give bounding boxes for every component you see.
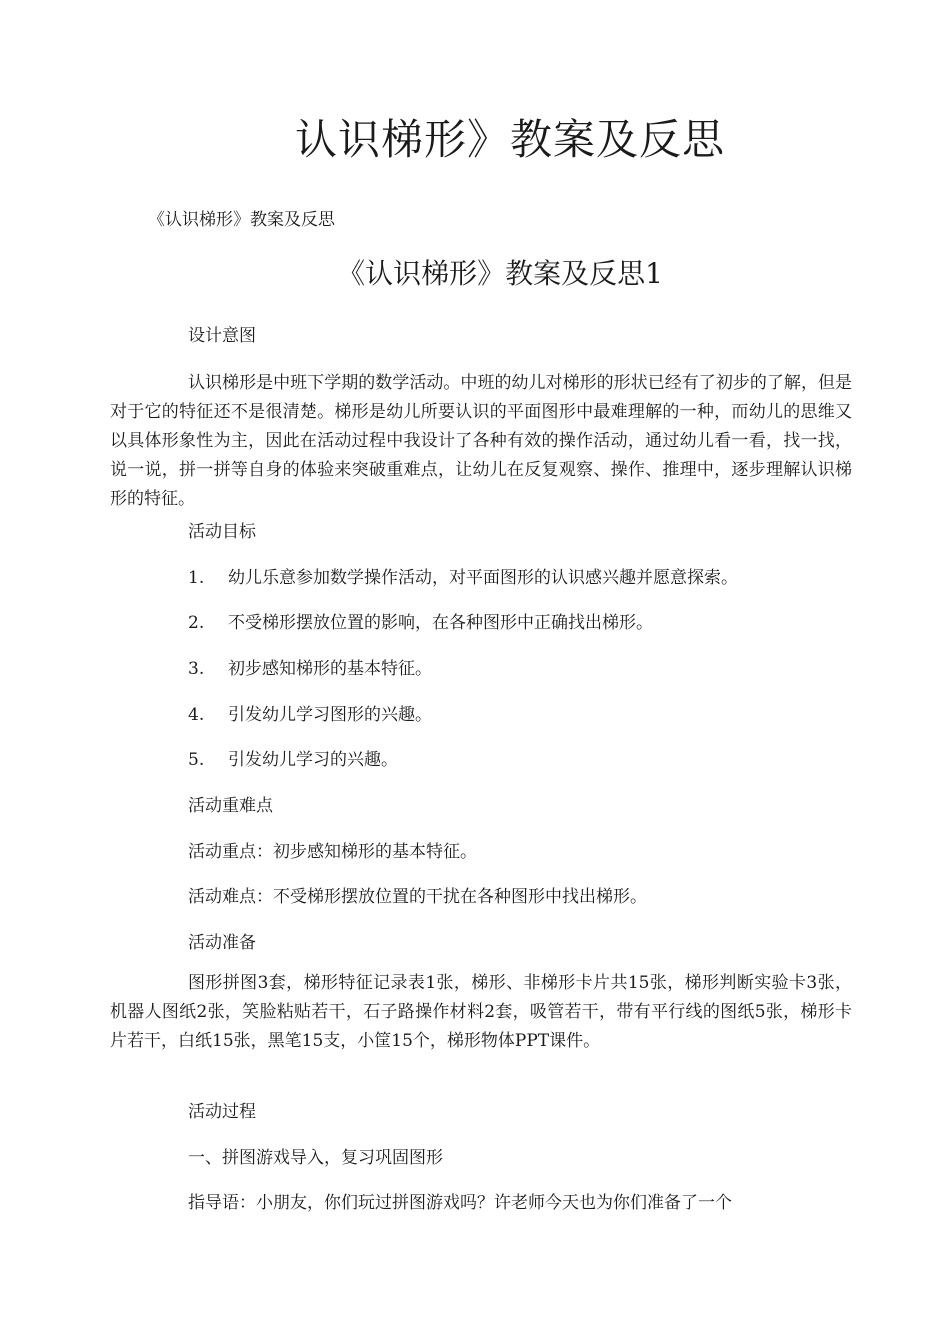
goal-item bbox=[188, 703, 432, 727]
design-paragraph: 认识梯形是中班下学期的数学活动。中班的幼儿对梯形的形状已经有了初步的了解，但是对于它的特征还不是很清楚。梯形是幼儿所要认识的平面图形中最难理解的一种，而幼儿的思维又以具体形象性为主，因此在活动过程中我设计了各种有效的操作活动，通过幼儿看一看，找一找，说一说，拼一拼等自身的体验来突破重难点，让幼儿在反复观察、操作、推理中，逐步理解认识梯形的特征。 bbox=[110, 373, 852, 509]
goal-item bbox=[188, 566, 738, 590]
goal-text: 不受梯形摆放位置的影响，在各种图形中正确找出梯形。 bbox=[228, 613, 653, 633]
section-title: 《认识梯形》教案及反思1 bbox=[337, 257, 663, 290]
goal-number: 4. bbox=[188, 705, 205, 725]
prep-heading: 活动准备 bbox=[188, 933, 256, 953]
prep-paragraph: 图形拼图3套，梯形特征记录表1张，梯形、非梯形卡片共15张，梯形判断实验卡3张，机器人图纸2张，笑脸粘贴若干，石子路操作材料2套，吸管若干，带有平行线的图纸5张，梯形卡片若干，白纸15张，黑笔15支，小筐15个，梯形物体PPT课件。 bbox=[110, 973, 852, 1051]
design-heading: 设计意图 bbox=[188, 326, 256, 346]
goal-item bbox=[188, 657, 432, 681]
process-heading: 活动过程 bbox=[188, 1102, 256, 1122]
guide-text: 指导语：小朋友，你们玩过拼图游戏吗？许老师今天也为你们准备了一个 bbox=[188, 1193, 732, 1213]
goal-item bbox=[188, 611, 653, 635]
goal-text: 初步感知梯形的基本特征。 bbox=[228, 659, 432, 679]
goal-item bbox=[188, 748, 398, 772]
step-one: 一、拼图游戏导入，复习巩固图形 bbox=[188, 1148, 443, 1168]
goal-number: 3. bbox=[188, 659, 205, 679]
goal-number: 1. bbox=[188, 568, 205, 588]
difficult-point: 活动难点：不受梯形摆放位置的干扰在各种图形中找出梯形。 bbox=[188, 887, 647, 907]
goal-text: 引发幼儿学习的兴趣。 bbox=[228, 750, 398, 770]
document-title: 认识梯形》教案及反思 bbox=[294, 115, 725, 164]
goal-number: 2. bbox=[188, 613, 205, 633]
key-point: 活动重点：初步感知梯形的基本特征。 bbox=[188, 842, 477, 862]
goal-number: 5. bbox=[188, 750, 205, 770]
document-subtitle: 《认识梯形》教案及反思 bbox=[148, 210, 335, 230]
goal-text: 幼儿乐意参加数学操作活动，对平面图形的认识感兴趣并愿意探索。 bbox=[228, 568, 738, 588]
goals-heading: 活动目标 bbox=[188, 522, 256, 542]
keypoints-heading: 活动重难点 bbox=[188, 796, 273, 816]
goal-text: 引发幼儿学习图形的兴趣。 bbox=[228, 705, 432, 725]
